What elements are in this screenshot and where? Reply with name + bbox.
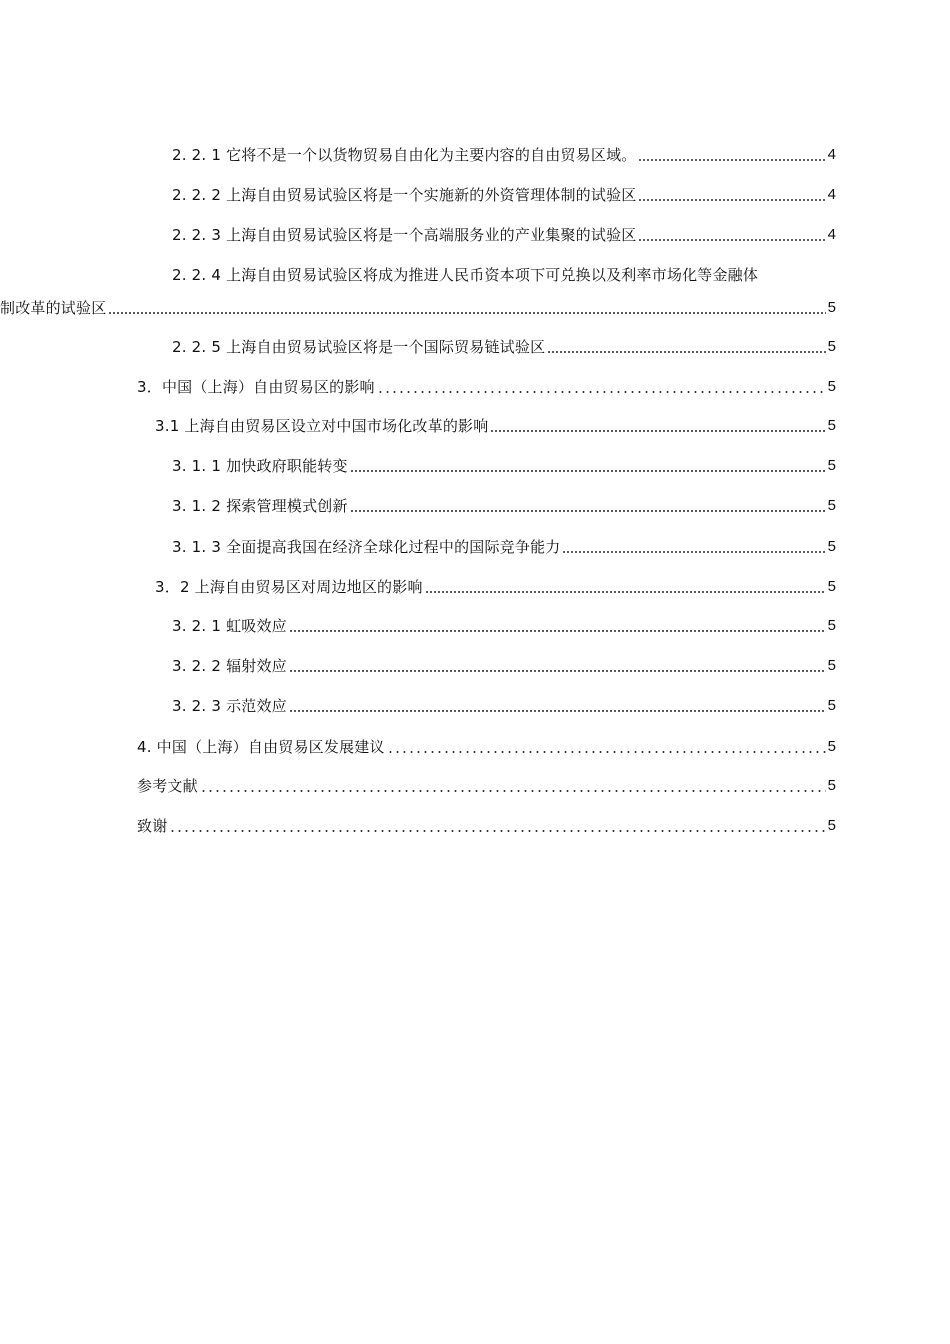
- toc-page-number: 5: [827, 697, 836, 714]
- toc-page-number: 4: [827, 146, 836, 163]
- toc-entry-3-2-2[interactable]: [172, 656, 836, 676]
- dot-leader: [289, 630, 826, 632]
- dot-leader: [638, 239, 825, 241]
- toc-entry-2-2-1[interactable]: [172, 145, 836, 165]
- dot-leader: [638, 199, 825, 201]
- toc-entry-2-2-5[interactable]: [172, 337, 836, 357]
- toc-entry-label: 3．2 上海自由贸易区对周边地区的影响: [155, 578, 423, 596]
- toc-entry-3-1-1[interactable]: [172, 456, 836, 476]
- toc-entry-second-line: [0, 298, 836, 318]
- toc-entry-3-2-3[interactable]: [172, 696, 836, 716]
- toc-entry-label: 3. 1. 3 全面提高我国在经济全球化过程中的国际竞争能力: [172, 538, 561, 556]
- dot-leader: [562, 551, 825, 553]
- toc-page-number: 4: [827, 226, 836, 243]
- toc-page-number: 5: [827, 578, 836, 595]
- toc-entry-label: 3. 1. 2 探索管理模式创新: [172, 497, 348, 515]
- toc-entry-label: 3.1 上海自由贸易区设立对中国市场化改革的影响: [155, 417, 489, 435]
- toc-entry-label: 2. 2. 2 上海自由贸易试验区将是一个实施新的外资管理体制的试验区: [172, 186, 637, 204]
- toc-entry-3-2[interactable]: [155, 577, 836, 597]
- dot-leader: [350, 510, 826, 512]
- toc-entry-3-1-3[interactable]: [172, 537, 836, 557]
- toc-entry-label: 2. 2. 5 上海自由贸易试验区将是一个国际贸易链试验区: [172, 338, 546, 356]
- toc-entry-label: 参考文献: [137, 777, 198, 795]
- toc-entry-label: 2. 2. 3 上海自由贸易试验区将是一个高端服务业的产业集聚的试验区: [172, 226, 637, 244]
- dot-leader: [289, 710, 826, 712]
- toc-entry-3[interactable]: [137, 377, 836, 397]
- toc-page-number: 5: [827, 657, 836, 674]
- dot-leader: [350, 470, 826, 472]
- dot-leader: [200, 790, 826, 792]
- toc-page-number: 5: [827, 417, 836, 434]
- toc-page-number: 5: [827, 738, 836, 755]
- toc-entry-3-1-2[interactable]: [172, 496, 836, 516]
- dot-leader: [547, 351, 825, 353]
- dot-leader: [638, 159, 825, 161]
- dot-leader: [387, 751, 826, 753]
- toc-entry-4[interactable]: [137, 737, 836, 757]
- toc-entry-label: 3. 2. 3 示范效应: [172, 697, 287, 715]
- toc-page-number: 5: [827, 457, 836, 474]
- toc-entry-3-2-1[interactable]: [172, 616, 836, 636]
- toc-entry-3-1[interactable]: [155, 416, 836, 436]
- toc-page-number: 5: [827, 338, 836, 355]
- toc-entry-references[interactable]: [137, 776, 836, 796]
- toc-page-number: 5: [827, 817, 836, 834]
- toc-entry-label: 4. 中国（上海）自由贸易区发展建议: [137, 738, 385, 756]
- toc-entry-2-2-3[interactable]: [172, 225, 836, 245]
- toc-entry-label-line1: 2. 2. 4 上海自由贸易试验区将成为推进人民币资本项下可兑换以及利率市场化等金融体: [172, 266, 759, 284]
- toc-page-number: 5: [827, 378, 836, 395]
- dot-leader: [289, 670, 826, 672]
- toc-page-number: 5: [827, 617, 836, 634]
- toc-entry-label: 3. 2. 1 虹吸效应: [172, 617, 287, 635]
- toc-entry-label: 3．中国（上海）自由贸易区的影响: [137, 378, 375, 396]
- toc-page-number: 5: [827, 777, 836, 794]
- dot-leader: [490, 430, 825, 432]
- toc-entry-label: 致谢: [137, 817, 168, 835]
- toc-entry-label: 2. 2. 1 它将不是一个以货物贸易自由化为主要内容的自由贸易区域。: [172, 146, 637, 164]
- dot-leader: [169, 830, 825, 832]
- toc-entry-label: 3. 1. 1 加快政府职能转变: [172, 457, 348, 475]
- toc-entry-2-2-2[interactable]: [172, 185, 836, 205]
- dot-leader: [377, 391, 826, 393]
- toc-entry-acknowledgements[interactable]: [137, 816, 836, 836]
- dot-leader: [108, 312, 825, 314]
- toc-page-number: 5: [827, 538, 836, 555]
- toc-page-number: 5: [827, 299, 836, 316]
- toc-entry-2-2-4[interactable]: [0, 265, 836, 318]
- toc-page-number: 5: [827, 497, 836, 514]
- toc-page-number: 4: [827, 186, 836, 203]
- dot-leader: [425, 591, 826, 593]
- toc-entry-label: 3. 2. 2 辐射效应: [172, 657, 287, 675]
- toc-entry-label-line2: 制改革的试验区: [0, 299, 107, 317]
